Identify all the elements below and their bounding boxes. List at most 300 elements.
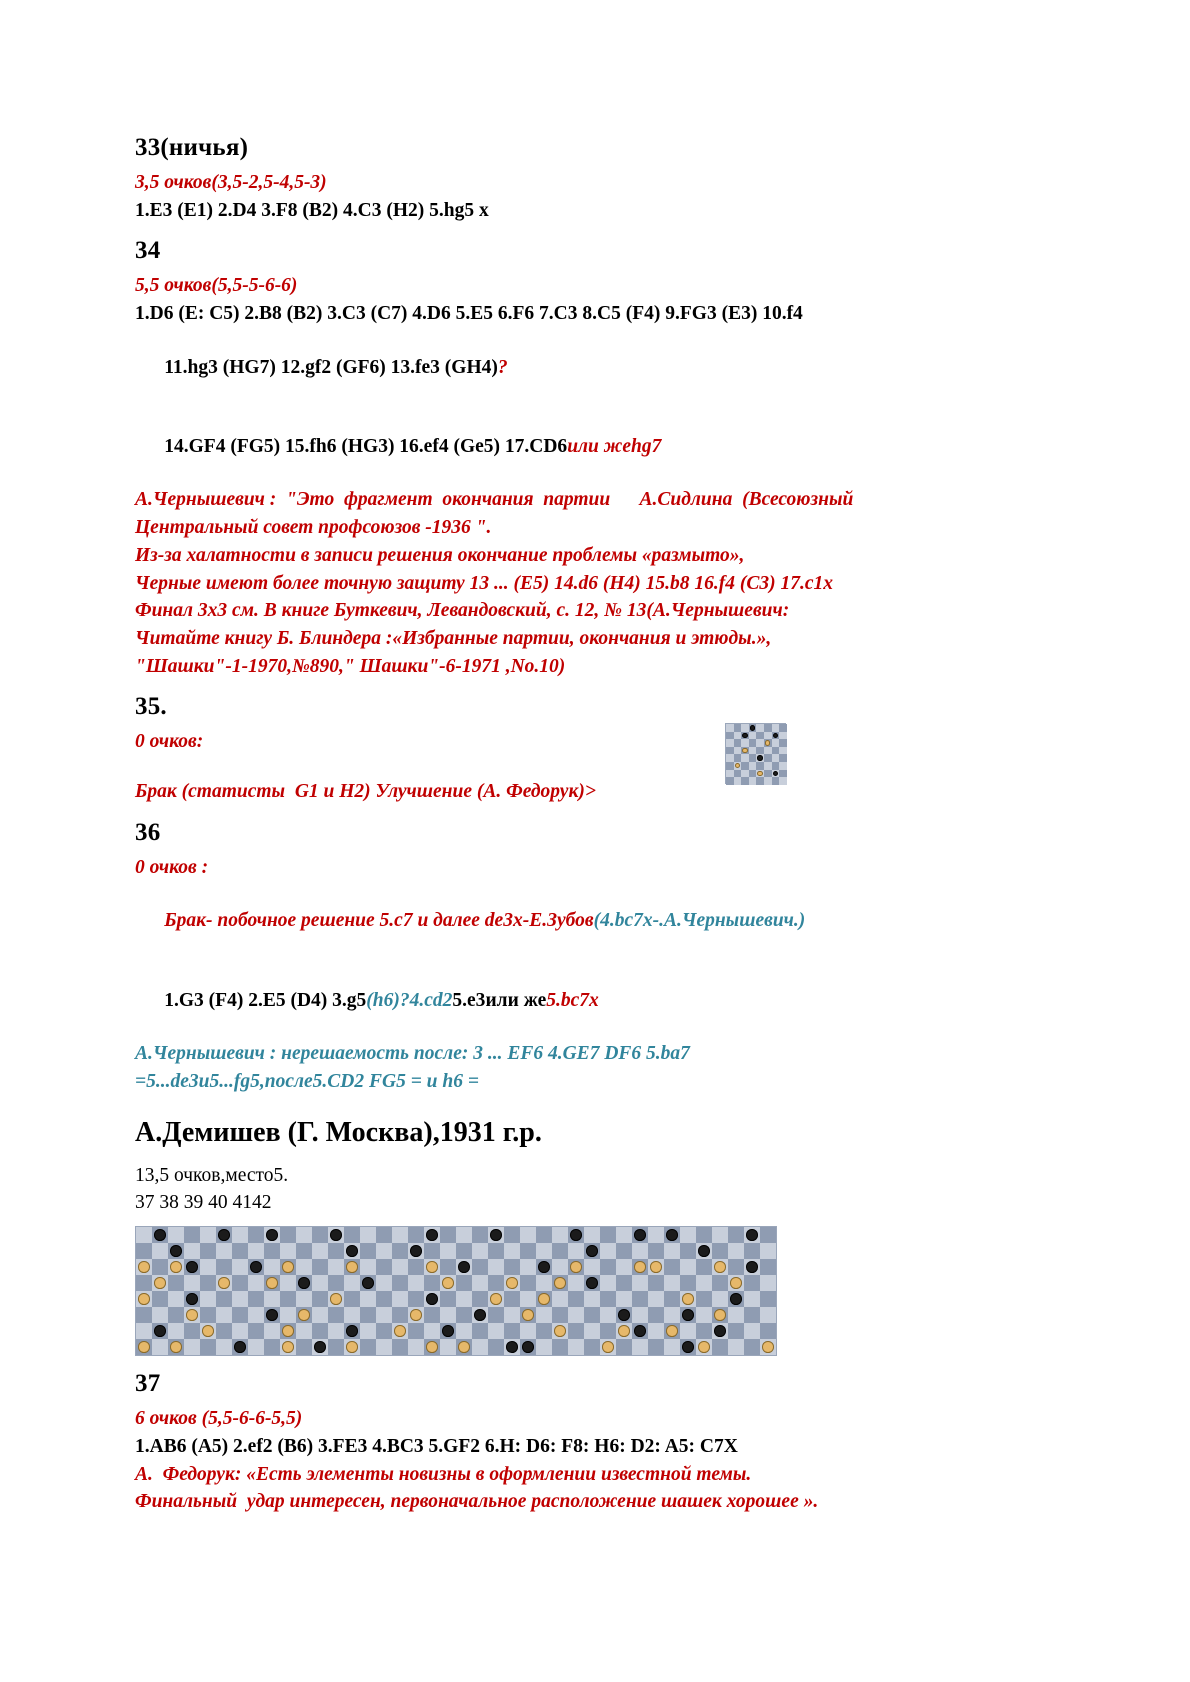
board-square [232,1275,248,1291]
board-square [280,1259,296,1275]
black-checker-piece [742,733,747,738]
board-square [664,1275,680,1291]
board-square [344,1227,360,1243]
board-square [280,1275,296,1291]
board-square [200,1307,216,1323]
board-square [168,1275,184,1291]
white-checker-piece [698,1341,710,1353]
board-square [136,1227,152,1243]
board-square [520,1307,536,1323]
board-square [779,762,787,770]
board-square [424,1307,440,1323]
board-square [200,1291,216,1307]
board-square [696,1339,712,1355]
board-square [216,1323,232,1339]
board-square [664,1259,680,1275]
board-square [136,1243,152,1259]
board-square [712,1243,728,1259]
board-square [744,1243,760,1259]
black-checker-piece [746,1229,758,1241]
move-line [135,408,1055,485]
board-square [568,1339,584,1355]
board-square [648,1307,664,1323]
board-square [744,1339,760,1355]
board-square [772,754,780,762]
board-square [616,1339,632,1355]
board-square [392,1243,408,1259]
board-square [741,724,749,732]
board-square [216,1307,232,1323]
white-checker-piece [554,1277,566,1289]
white-checker-piece [714,1261,726,1273]
black-checker-piece [154,1325,166,1337]
black-checker-piece [362,1277,374,1289]
move-segment: 5.e3 [452,989,486,1011]
board-square [520,1291,536,1307]
board-square [600,1291,616,1307]
board-square [344,1291,360,1307]
comment-line: А. Федорук: «Есть элементы новизны в оформлении известной темы. [135,1463,752,1485]
board-square [312,1227,328,1243]
board-square [216,1259,232,1275]
board-square [248,1339,264,1355]
black-checker-piece [666,1229,678,1241]
board-square [232,1227,248,1243]
board-square [600,1323,616,1339]
board-square [536,1259,552,1275]
board-square [264,1243,280,1259]
section-37 [135,1370,1055,1515]
board-square [520,1259,536,1275]
black-checker-piece [570,1229,582,1241]
board-square [749,777,757,785]
board-square [648,1323,664,1339]
white-checker-piece [762,1341,774,1353]
board-square [344,1275,360,1291]
board-square [376,1323,392,1339]
board-square [376,1307,392,1323]
board-square [772,777,780,785]
white-checker-piece [506,1277,518,1289]
black-checker-piece [474,1309,486,1321]
board-square [424,1339,440,1355]
board-square [392,1275,408,1291]
board-square [764,747,772,755]
move-line: 1.AB6 (A5) 2.ef2 (B6) 3.FE3 4.BC3 5.GF2 6.H: D6: F8: H6: D2: A5: C7X [135,1435,738,1457]
board-square [536,1275,552,1291]
board-square [696,1243,712,1259]
board-square [632,1227,648,1243]
board-square [344,1259,360,1275]
black-checker-piece [234,1341,246,1353]
board-square [232,1307,248,1323]
board-square [741,747,749,755]
board-square [216,1339,232,1355]
black-checker-piece [773,733,778,738]
move-segment: 14.GF4 (FG5) 15.fh6 (HG3) 16.ef4 (Ge5) 17.CD6 [164,435,568,457]
board-square [472,1275,488,1291]
board-square [408,1259,424,1275]
section-heading: 37 [135,1370,161,1398]
black-checker-piece [773,771,778,776]
board-square [664,1339,680,1355]
board-square [584,1275,600,1291]
move-line [135,962,1055,1039]
white-checker-piece [522,1309,534,1321]
board-square [749,770,757,778]
black-checker-piece [170,1245,182,1257]
white-checker-piece [346,1261,358,1273]
board-square [264,1291,280,1307]
move-line: 1.D6 (E: C5) 2.B8 (B2) 3.C3 (C7) 4.D6 5.E5 6.F6 7.C3 8.C5 (F4) 9.FG3 (E3) 10.f4 [135,303,803,325]
board-square [764,762,772,770]
board-square [376,1259,392,1275]
board-square [536,1243,552,1259]
board-square [376,1243,392,1259]
board-square [168,1243,184,1259]
board-square [312,1323,328,1339]
board-square [424,1227,440,1243]
board-square [152,1259,168,1275]
board-square [760,1323,776,1339]
board-square [520,1227,536,1243]
white-checker-piece [458,1341,470,1353]
black-checker-piece [714,1325,726,1337]
board-square [632,1243,648,1259]
board-square [376,1275,392,1291]
board-square [741,777,749,785]
board-square [764,732,772,740]
board-square [772,747,780,755]
board-square [536,1323,552,1339]
board-square [632,1339,648,1355]
board-square [712,1339,728,1355]
board-square [504,1227,520,1243]
white-checker-piece [618,1325,630,1337]
board-square [184,1275,200,1291]
board-square [504,1243,520,1259]
white-checker-piece [266,1277,278,1289]
black-checker-piece [458,1261,470,1273]
white-checker-piece [765,740,770,745]
board-square [584,1339,600,1355]
board-square [280,1307,296,1323]
white-checker-piece [186,1309,198,1321]
board-square [328,1227,344,1243]
board-square [344,1339,360,1355]
board-square [568,1259,584,1275]
board-square [376,1291,392,1307]
board-square [648,1275,664,1291]
board-square [600,1275,616,1291]
board-square [392,1291,408,1307]
board-square [488,1323,504,1339]
board-square [749,732,757,740]
checkers-diagram-small [725,723,787,785]
board-square [744,1227,760,1243]
board-square [779,754,787,762]
board-square [360,1243,376,1259]
section-35 [135,693,1055,804]
comment-segment-alt: (4.bc7x-.А.Чернышевич.) [593,910,806,932]
board-square [504,1275,520,1291]
board-square [488,1275,504,1291]
white-checker-piece [650,1261,662,1273]
board-square [264,1339,280,1355]
board-square [520,1323,536,1339]
board-square [726,754,734,762]
board-square [648,1291,664,1307]
board-square [568,1323,584,1339]
board-square [680,1339,696,1355]
board-square [728,1339,744,1355]
board-square [616,1275,632,1291]
board-square [312,1291,328,1307]
board-square [728,1307,744,1323]
board-square [764,754,772,762]
board-square [648,1227,664,1243]
comment-line: А.Чернышевич : нерешаемость после: 3 ... EF6 4.GE7 DF6 5.ba7 [135,1043,690,1065]
board-square [734,732,742,740]
board-square [152,1339,168,1355]
board-square [216,1275,232,1291]
board-square [200,1339,216,1355]
black-checker-piece [442,1325,454,1337]
board-square [520,1243,536,1259]
black-checker-piece [757,755,762,760]
black-checker-piece [538,1261,550,1273]
board-square [616,1227,632,1243]
board-square [456,1291,472,1307]
board-square [248,1259,264,1275]
move-line [135,329,1055,406]
board-square [664,1307,680,1323]
board-square [552,1259,568,1275]
board-square [328,1339,344,1355]
author-score: 13,5 очков,место5. [135,1164,289,1186]
board-square [749,739,757,747]
section-heading: 35. [135,693,167,721]
white-checker-piece [490,1293,502,1305]
board-square [744,1291,760,1307]
board-square [200,1259,216,1275]
board-square [216,1291,232,1307]
board-square [680,1243,696,1259]
board-square [168,1323,184,1339]
board-square [200,1323,216,1339]
board-square [568,1307,584,1323]
board-square [772,770,780,778]
board-square [616,1259,632,1275]
board-square [488,1291,504,1307]
board-square [328,1259,344,1275]
board-square [280,1339,296,1355]
board-square [536,1227,552,1243]
board-square [472,1291,488,1307]
board-square [360,1259,376,1275]
board-square [152,1227,168,1243]
section-heading: 36 [135,818,161,846]
white-checker-piece [538,1293,550,1305]
board-square [779,777,787,785]
black-checker-piece [154,1229,166,1241]
board-square [680,1259,696,1275]
board-square [168,1307,184,1323]
board-square [568,1227,584,1243]
board-square [696,1259,712,1275]
black-checker-piece [330,1229,342,1241]
board-square [136,1291,152,1307]
move-connector: или же [485,989,547,1011]
board-square [168,1259,184,1275]
move-segment: 1.G3 (F4) 2.E5 (D4) 3.g5 [164,989,367,1011]
section-heading: 33(ничья) [135,134,249,161]
board-square [152,1291,168,1307]
board-square [168,1291,184,1307]
board-square [536,1291,552,1307]
board-square [376,1339,392,1355]
board-square [741,732,749,740]
board-square [136,1259,152,1275]
board-square [184,1323,200,1339]
board-square [440,1323,456,1339]
board-square [248,1275,264,1291]
black-checker-piece [634,1229,646,1241]
board-square [408,1323,424,1339]
board-square [744,1323,760,1339]
black-checker-piece [490,1229,502,1241]
white-checker-piece [202,1325,214,1337]
black-checker-piece [314,1341,326,1353]
board-square [552,1323,568,1339]
board-square [472,1243,488,1259]
comment-line: Финальный удар интересен, первоначальное расположение шашек хорошее ». [135,1491,819,1513]
board-square [756,732,764,740]
board-square [712,1227,728,1243]
board-square [504,1323,520,1339]
white-checker-piece [757,771,762,776]
board-square [248,1243,264,1259]
board-square [360,1307,376,1323]
white-checker-piece [346,1341,358,1353]
board-square [472,1323,488,1339]
board-square [408,1339,424,1355]
white-checker-piece [554,1325,566,1337]
board-square [152,1275,168,1291]
board-square [136,1323,152,1339]
board-square [440,1275,456,1291]
board-square [408,1227,424,1243]
board-square [296,1323,312,1339]
board-square [360,1227,376,1243]
board-square [184,1243,200,1259]
black-checker-piece [730,1293,742,1305]
board-square [680,1307,696,1323]
board-square [232,1243,248,1259]
board-square [632,1307,648,1323]
move-segment: 11.hg3 (HG7) 12.gf2 (GF6) 13.fe3 (GH4) [164,356,498,378]
score-line: 3,5 очков(3,5-2,5-4,5-3) [135,172,327,193]
score-line: 5,5 очков(5,5-5-6-6) [135,275,298,297]
board-square [264,1259,280,1275]
board-square [216,1243,232,1259]
white-checker-piece [426,1261,438,1273]
white-checker-piece [666,1325,678,1337]
board-square [280,1323,296,1339]
board-square [734,724,742,732]
black-checker-piece [218,1229,230,1241]
black-checker-piece [426,1293,438,1305]
board-square [136,1339,152,1355]
board-square [440,1259,456,1275]
move-segment-alt2: 5.bc7x [546,989,599,1011]
white-checker-piece [282,1325,294,1337]
black-checker-piece [298,1277,310,1289]
comment-line: =5...de3и5...fg5,после5.CD2 FG5 = и h6 = [135,1070,479,1092]
board-square [749,747,757,755]
board-square [424,1243,440,1259]
board-square [392,1307,408,1323]
black-checker-piece [410,1245,422,1257]
board-square [616,1291,632,1307]
board-square [248,1291,264,1307]
board-square [456,1323,472,1339]
board-square [584,1291,600,1307]
board-square [280,1243,296,1259]
white-checker-piece [735,763,740,768]
board-square [734,739,742,747]
board-square [280,1291,296,1307]
board-square [264,1307,280,1323]
board-square [312,1243,328,1259]
board-square [168,1227,184,1243]
board-square [552,1291,568,1307]
black-checker-piece [586,1277,598,1289]
board-square [312,1259,328,1275]
board-square [424,1323,440,1339]
board-square [552,1275,568,1291]
board-square [764,739,772,747]
board-square [456,1243,472,1259]
score-line: 6 очков (5,5-6-6-5,5) [135,1408,303,1430]
board-square [360,1275,376,1291]
board-square [184,1339,200,1355]
board-square [488,1243,504,1259]
board-square [712,1259,728,1275]
white-checker-piece [682,1293,694,1305]
board-square [152,1323,168,1339]
board-square [408,1243,424,1259]
board-square [756,754,764,762]
board-square [600,1259,616,1275]
board-square [696,1307,712,1323]
board-square [680,1291,696,1307]
white-checker-piece [742,748,747,753]
black-checker-piece [682,1341,694,1353]
board-square [328,1291,344,1307]
board-square [552,1307,568,1323]
board-square [760,1275,776,1291]
board-square [360,1291,376,1307]
board-square [756,724,764,732]
white-checker-piece [730,1277,742,1289]
board-square [424,1259,440,1275]
black-checker-piece [586,1245,598,1257]
board-square [712,1307,728,1323]
board-square [440,1307,456,1323]
white-checker-piece [218,1277,230,1289]
board-square [779,770,787,778]
